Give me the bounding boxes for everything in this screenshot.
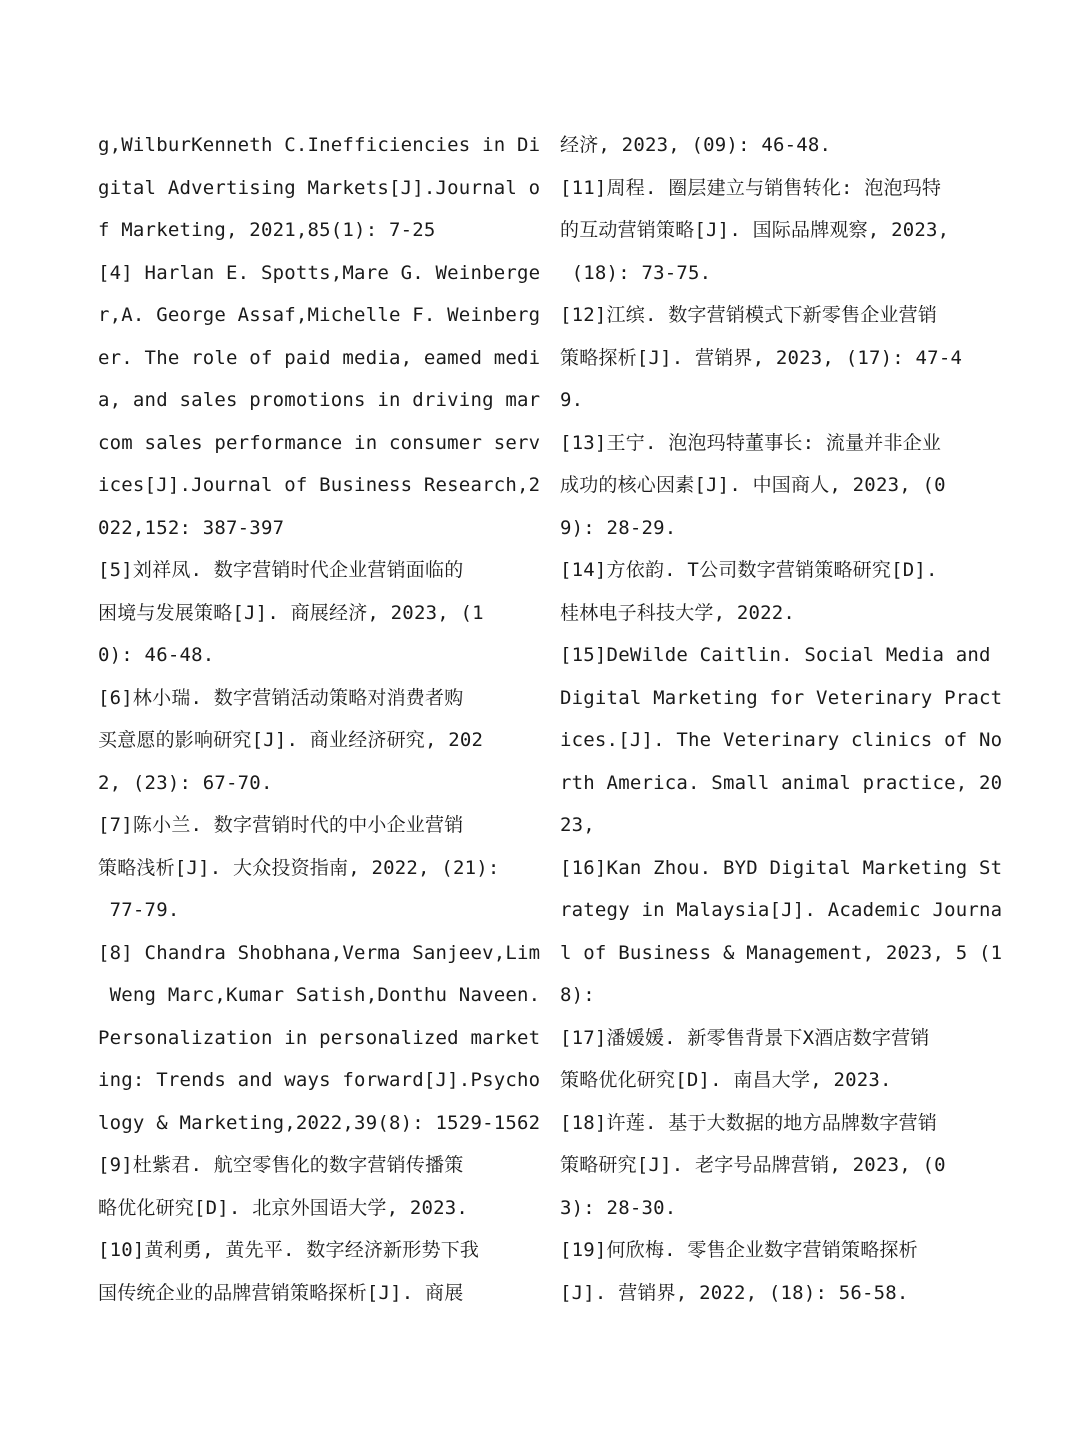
reference-line: 经济, 2023, (09): 46-48. <box>560 134 832 156</box>
reference-line: a, and sales promotions in driving mar <box>98 389 541 411</box>
reference-line: Personalization in personalized market <box>98 1026 541 1049</box>
reference-line: [8] Chandra Shobhana,Verma Sanjeev,Lim <box>98 941 541 964</box>
reference-line: [J]. 营销界, 2022, (18): 56-58. <box>560 1281 909 1304</box>
reference-line: [4] Harlan E. Spotts,Mare G. Weinberge <box>98 261 541 284</box>
reference-line: 8): <box>560 984 595 1006</box>
reference-line: logy & Marketing,2022,39(8): 1529-1562 <box>98 1111 541 1134</box>
reference-line: f Marketing, 2021,85(1): 7-25 <box>98 219 436 241</box>
reference-line: 策略浅析[J]. 大众投资指南, 2022, (21): <box>98 856 500 879</box>
reference-line: [17]潘媛媛. 新零售背景下X酒店数字营销 <box>560 1026 930 1049</box>
reference-line: rategy in Malaysia[J]. Academic Journa <box>560 899 1003 921</box>
reference-line: [16]Kan Zhou. BYD Digital Marketing St <box>560 856 1003 879</box>
reference-line: 略优化研究[D]. 北京外国语大学, 2023. <box>98 1196 469 1219</box>
reference-line: gital Advertising Markets[J].Journal o <box>98 176 541 199</box>
reference-line: g,WilburKenneth C.Inefficiencies in Di <box>98 134 541 156</box>
reference-line: 的互动营销策略[J]. 国际品牌观察, 2023, <box>560 219 950 241</box>
reference-line: ing: Trends and ways forward[J].Psycho <box>98 1069 541 1091</box>
reference-line: 23, <box>560 814 595 836</box>
reference-line: 策略探析[J]. 营销界, 2023, (17): 47-4 <box>560 346 963 369</box>
reference-line: r,A. George Assaf,Michelle F. Weinberg <box>98 304 541 326</box>
reference-line: er. The role of paid media, eamed medi <box>98 346 541 369</box>
reference-line: 困境与发展策略[J]. 商展经济, 2023, (1 <box>98 601 484 624</box>
reference-line: ices.[J]. The Veterinary clinics of No <box>560 729 1003 751</box>
reference-line: 3): 28-30. <box>560 1196 677 1219</box>
reference-line: 国传统企业的品牌营销策略探析[J]. 商展 <box>98 1281 464 1304</box>
reference-line: 0): 46-48. <box>98 644 215 666</box>
reference-line: 成功的核心因素[J]. 中国商人, 2023, (0 <box>560 474 946 496</box>
reference-line: ices[J].Journal of Business Research,2 <box>98 474 541 496</box>
reference-line: [13]王宁. 泡泡玛特董事长: 流量并非企业 <box>560 431 942 454</box>
reference-line: [6]林小瑞. 数字营销活动策略对消费者购 <box>98 686 464 709</box>
reference-line: l of Business & Management, 2023, 5 (1 <box>560 941 1003 964</box>
reference-line: [10]黄利勇, 黄先平. 数字经济新形势下我 <box>98 1239 480 1261</box>
reference-line: (18): 73-75. <box>560 261 712 284</box>
reference-line: rth America. Small animal practice, 20 <box>560 771 1003 794</box>
reference-line: [12]江缤. 数字营销模式下新零售企业营销 <box>560 304 938 326</box>
reference-line: 策略优化研究[D]. 南昌大学, 2023. <box>560 1069 892 1091</box>
reference-line: 策略研究[J]. 老字号品牌营销, 2023, (0 <box>560 1154 946 1176</box>
reference-line: Digital Marketing for Veterinary Pract <box>560 686 1003 709</box>
reference-line: [5]刘祥凤. 数字营销时代企业营销面临的 <box>98 559 464 581</box>
reference-line: 022,152: 387-397 <box>98 516 285 539</box>
reference-line: [11]周程. 圈层建立与销售转化: 泡泡玛特 <box>560 176 942 199</box>
reference-line: 77-79. <box>98 899 180 921</box>
reference-line: 桂林电子科技大学, 2022. <box>560 601 796 624</box>
reference-line: Weng Marc,Kumar Satish,Donthu Naveen. <box>98 984 541 1006</box>
reference-line: 买意愿的影响研究[J]. 商业经济研究, 202 <box>98 729 484 751</box>
reference-line: com sales performance in consumer serv <box>98 431 541 454</box>
reference-line: [7]陈小兰. 数字营销时代的中小企业营销 <box>98 814 464 836</box>
reference-line: [9]杜紫君. 航空零售化的数字营销传播策 <box>98 1154 464 1176</box>
reference-line: [15]DeWilde Caitlin. Social Media and <box>560 644 991 666</box>
reference-line: 2, (23): 67-70. <box>98 771 273 794</box>
reference-line: [14]方依韵. T公司数字营销策略研究[D]. <box>560 559 938 581</box>
reference-line: [19]何欣梅. 零售企业数字营销策略探析 <box>560 1239 918 1261</box>
reference-line: 9): 28-29. <box>560 516 677 539</box>
reference-line: [18]许莲. 基于大数据的地方品牌数字营销 <box>560 1111 938 1134</box>
reference-line: 9. <box>560 389 584 411</box>
